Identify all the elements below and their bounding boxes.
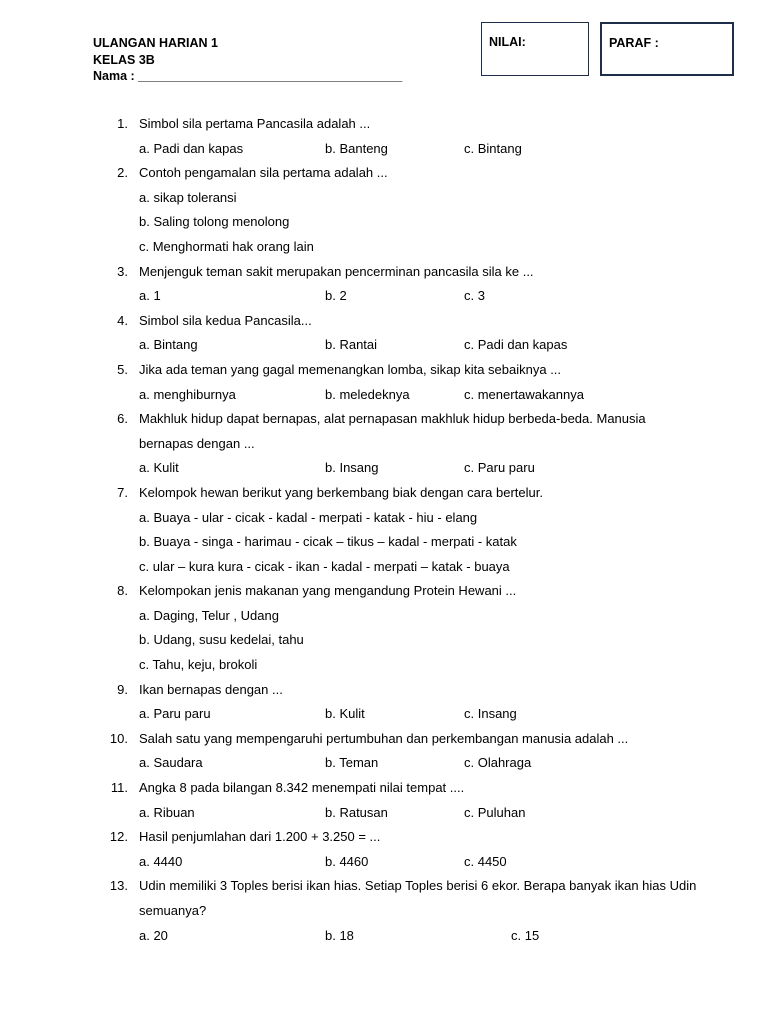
question-text: Menjenguk teman sakit merupakan pencerminan pancasila sila ke ...	[139, 263, 534, 279]
option-b: b. 2	[325, 288, 347, 304]
answer-options	[0, 284, 768, 309]
answer-options	[0, 702, 768, 727]
answer-options	[0, 924, 768, 949]
option-b: b. Insang	[325, 460, 379, 476]
score-box-label: NILAI:	[489, 35, 526, 49]
answer-options	[0, 801, 768, 826]
question-text: Angka 8 pada bilangan 8.342 menempati nilai tempat ....	[139, 780, 465, 796]
option-a: a. Bintang	[139, 337, 198, 353]
option-c: c. 4450	[464, 853, 507, 869]
question-item	[0, 727, 768, 752]
option-a: a. Daging, Telur , Udang	[139, 607, 279, 623]
option-b: b. Rantai	[325, 337, 378, 353]
answer-option-row	[0, 530, 768, 555]
answer-option-row	[0, 506, 768, 531]
option-c: c. Insang	[464, 706, 517, 722]
question-list	[0, 112, 768, 948]
question-text: Kelompok hewan berikut yang berkembang biak dengan cara bertelur.	[139, 484, 543, 500]
question-number: 5.	[117, 361, 128, 377]
question-item	[0, 358, 768, 383]
option-b: b. Ratusan	[325, 804, 388, 820]
question-number: 10.	[109, 730, 128, 746]
answer-option-row	[0, 604, 768, 629]
option-b: b. Kulit	[325, 706, 365, 722]
option-b: b. Buaya - singa - harimau - cicak – tikus – kadal - merpati - katak	[139, 534, 517, 550]
option-c: c. 3	[464, 288, 485, 304]
answer-option-row	[0, 653, 768, 678]
option-c: c. Bintang	[464, 140, 522, 156]
answer-option-row	[0, 235, 768, 260]
student-name-line: Nama : ______________________________________	[93, 69, 403, 83]
question-item	[0, 776, 768, 801]
question-item	[0, 260, 768, 285]
answer-options	[0, 333, 768, 358]
option-c: c. 15	[511, 927, 540, 943]
question-number: 2.	[117, 165, 128, 181]
option-a: a. Kulit	[139, 460, 179, 476]
answer-option-row	[0, 186, 768, 211]
question-number: 3.	[117, 263, 128, 279]
option-a: a. Padi dan kapas	[139, 140, 244, 156]
question-number: 11.	[110, 780, 128, 796]
question-text: Makhluk hidup dapat bernapas, alat pernapasan makhluk hidup berbeda-beda. Manusia	[139, 411, 646, 427]
exam-title: ULANGAN HARIAN 1	[93, 36, 218, 50]
question-number: 7.	[117, 484, 128, 500]
answer-options	[0, 850, 768, 875]
answer-options	[0, 137, 768, 162]
question-text: Jika ada teman yang gagal memenangkan lomba, sikap kita sebaiknya ...	[139, 361, 562, 377]
option-a: a. menghiburnya	[139, 386, 236, 402]
answer-options	[0, 383, 768, 408]
question-number: 9.	[117, 681, 128, 697]
question-text: Contoh pengamalan sila pertama adalah ...	[139, 165, 388, 181]
option-c: c. Tahu, keju, brokoli	[139, 657, 258, 673]
option-b: b. 18	[325, 927, 354, 943]
question-item	[0, 161, 768, 186]
answer-option-row	[0, 555, 768, 580]
question-text: Kelompokan jenis makanan yang mengandung Protein Hewani ...	[139, 583, 517, 599]
question-item	[0, 112, 768, 137]
question-item	[0, 481, 768, 506]
question-item	[0, 825, 768, 850]
signature-box-label: PARAF :	[609, 36, 659, 50]
option-a: a. Buaya - ular - cicak - kadal - merpati - katak - hiu - elang	[139, 509, 478, 525]
question-number: 12.	[109, 829, 128, 845]
option-b: b. Saling tolong menolong	[139, 214, 290, 230]
question-text: Ikan bernapas dengan ...	[139, 681, 283, 697]
answer-option-row	[0, 210, 768, 235]
signature-box	[600, 22, 734, 76]
question-item	[0, 309, 768, 334]
question-text: Udin memiliki 3 Toples berisi ikan hias. Setiap Toples berisi 6 ekor. Berapa banyak ikan hias Udin	[139, 878, 697, 894]
option-b: b. 4460	[325, 853, 369, 869]
question-text-line-2: semuanya?	[139, 903, 207, 918]
option-a: a. sikap toleransi	[139, 189, 237, 205]
option-a: a. Paru paru	[139, 706, 211, 722]
option-c: c. menertawakannya	[464, 386, 584, 402]
option-a: a. 20	[139, 927, 168, 943]
worksheet-header	[93, 35, 402, 85]
class-label: KELAS 3B	[93, 52, 155, 67]
question-text-continued	[0, 899, 768, 924]
question-text-line-2: bernapas dengan ...	[139, 435, 255, 451]
option-b: b. Udang, susu kedelai, tahu	[139, 632, 304, 648]
option-a: a. Saudara	[139, 755, 203, 771]
question-number: 6.	[117, 411, 128, 427]
question-number: 1.	[117, 116, 128, 131]
option-c: c. Puluhan	[464, 804, 526, 820]
option-b: b. Teman	[325, 755, 379, 771]
question-item	[0, 874, 768, 899]
option-a: a. 4440	[139, 853, 183, 869]
option-c: c. ular – kura kura - cicak - ikan - kadal - merpati – katak - buaya	[139, 558, 510, 574]
question-text: Salah satu yang mempengaruhi pertumbuhan dan perkembangan manusia adalah ...	[139, 730, 629, 746]
option-b: b. Banteng	[325, 140, 388, 156]
option-c: c. Paru paru	[464, 460, 535, 476]
option-b: b. meledeknya	[325, 386, 410, 402]
option-a: a. 1	[139, 288, 161, 304]
question-item	[0, 407, 768, 432]
question-text-continued	[0, 432, 768, 457]
question-number: 4.	[117, 312, 128, 328]
answer-option-row	[0, 628, 768, 653]
question-text: Simbol sila pertama Pancasila adalah ...	[139, 116, 371, 131]
question-item	[0, 579, 768, 604]
option-c: c. Olahraga	[464, 755, 532, 771]
score-box	[481, 22, 589, 76]
answer-options	[0, 751, 768, 776]
option-a: a. Ribuan	[139, 804, 195, 820]
question-text: Simbol sila kedua Pancasila...	[139, 312, 312, 328]
option-c: c. Menghormati hak orang lain	[139, 238, 314, 254]
question-number: 8.	[117, 583, 128, 599]
answer-options	[0, 456, 768, 481]
question-number: 13.	[109, 878, 128, 894]
question-text: Hasil penjumlahan dari 1.200 + 3.250 = ...	[139, 829, 381, 845]
question-item	[0, 678, 768, 703]
option-c: c. Padi dan kapas	[464, 337, 568, 353]
